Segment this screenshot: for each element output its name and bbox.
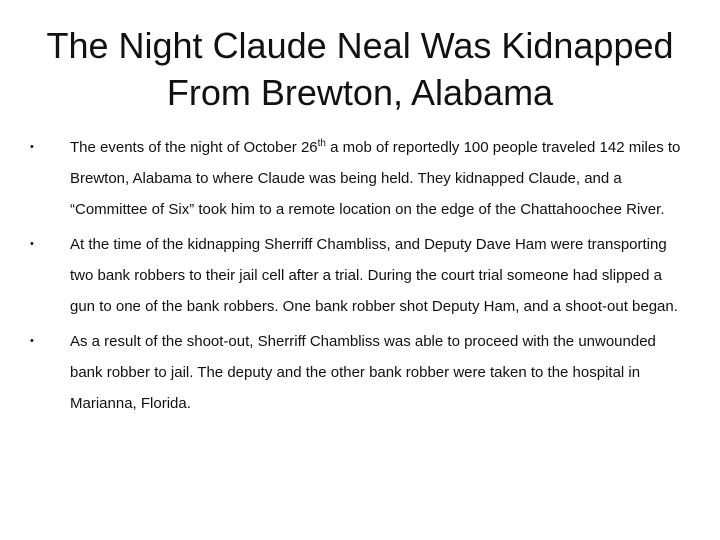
bullet-text: As a result of the shoot-out, Sherriff Chambliss was able to proceed with the unwounded bank robber to jail. The deputy and the other bank robber were taken to the hospital in Marianna, Florida.: [70, 333, 656, 412]
ordinal-suffix: th: [317, 138, 326, 149]
bullet-text: At the time of the kidnapping Sherriff Chambliss, and Deputy Dave Ham were transporting two bank robbers to their jail cell after a trial. During the court trial someone had slipped a gun to one of the bank robbers. One bank robber shot Deputy Ham, and a shoot-out began.: [70, 236, 678, 315]
bullet-item-events: [28, 132, 688, 225]
bullet-marker: •: [30, 141, 34, 153]
bullet-marker: •: [30, 238, 34, 250]
slide-title-line-1: The Night Claude Neal Was Kidnapped: [46, 25, 674, 66]
bullet-list: [28, 132, 688, 423]
bullet-item-shootout-result: [28, 326, 688, 419]
bullet-text-part: a mob of reportedly 100 people traveled 142 miles to Brewton, Alabama to where Claude was being held. They kidnapped Claude, and a “Committee of Six” took him to a remote location on the edge of the Chattahoochee River.: [70, 139, 681, 218]
slide-title-line-2: From Brewton, Alabama: [166, 72, 554, 113]
slide-title: [20, 22, 700, 116]
bullet-text-part: The events of the night of October 26: [70, 139, 318, 156]
bullet-text: [70, 139, 680, 218]
bullet-marker: •: [30, 335, 34, 347]
bullet-item-kidnapping-time: [28, 229, 688, 322]
